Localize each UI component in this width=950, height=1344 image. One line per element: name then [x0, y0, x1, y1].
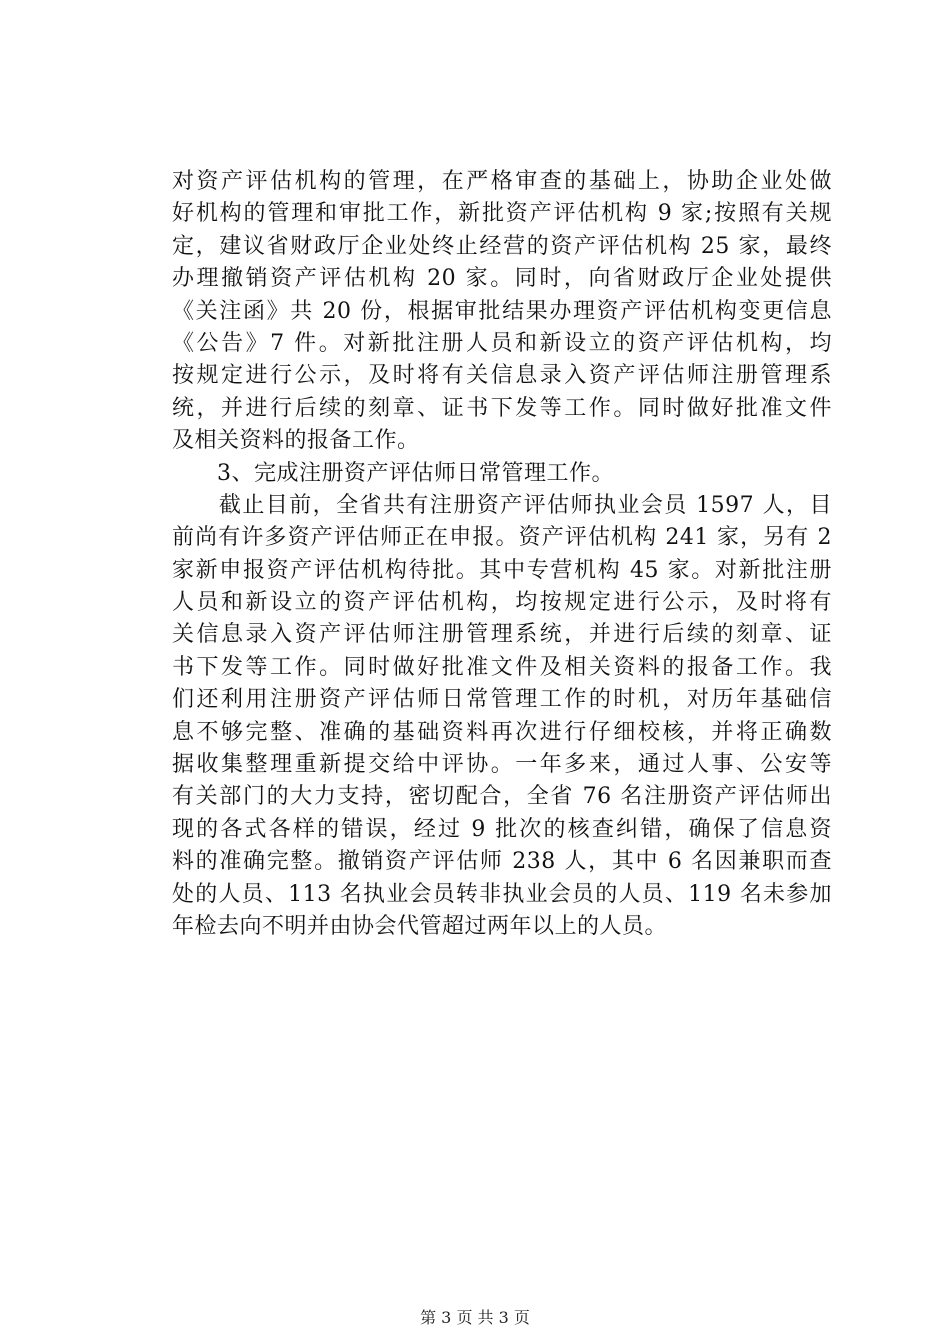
text-line: 们还利用注册资产评估师日常管理工作的时机，对历年基础信 — [172, 687, 832, 713]
paragraph-2 — [172, 490, 832, 943]
text-line: 息不够完整、准确的基础资料再次进行仔细校核，并将正确数 — [172, 719, 832, 745]
text-line: 关信息录入资产评估师注册管理系统，并进行后续的刻章、证 — [172, 622, 832, 648]
text-line: 据收集整理重新提交给中评协。一年多来，通过人事、公安等 — [172, 752, 832, 778]
text-line: 现的各式各样的错误，经过 9 批次的核查纠错，确保了信息资 — [172, 816, 832, 842]
text-line: 办理撤销资产评估机构 20 家。同时，向省财政厅企业处提供 — [172, 266, 832, 292]
text-line: 料的准确完整。撤销资产评估师 238 人，其中 6 名因兼职而查 — [172, 849, 832, 875]
text-line: 好机构的管理和审批工作，新批资产评估机构 9 家;按照有关规 — [172, 201, 832, 227]
text-line: 处的人员、113 名执业会员转非执业会员的人员、119 名未参加 — [172, 881, 832, 907]
page-footer: 第 3 页 共 3 页 — [420, 1308, 530, 1327]
text-line: 截止目前，全省共有注册资产评估师执业会员 1597 人，目 — [172, 492, 832, 518]
body-text — [172, 166, 832, 943]
text-line: 《关注函》共 20 份，根据审批结果办理资产评估机构变更信息 — [172, 298, 832, 324]
text-line: 对资产评估机构的管理，在严格审查的基础上，协助企业处做 — [172, 169, 832, 194]
section-heading — [172, 458, 832, 490]
text-line: 统，并进行后续的刻章、证书下发等工作。同时做好批准文件 — [172, 395, 832, 421]
text-line: 书下发等工作。同时做好批准文件及相关资料的报备工作。我 — [172, 654, 832, 680]
text-line: 前尚有许多资产评估师正在申报。资产评估机构 241 家，另有 2 — [172, 525, 832, 551]
text-line: 定，建议省财政厅企业处终止经营的资产评估机构 25 家，最终 — [172, 233, 832, 259]
text-line: 家新申报资产评估机构待批。其中专营机构 45 家。对新批注册 — [172, 557, 832, 583]
text-line: 年检去向不明并由协会代管超过两年以上的人员。 — [172, 913, 668, 939]
paragraph-1 — [172, 166, 832, 458]
heading-line: 3、完成注册资产评估师日常管理工作。 — [172, 460, 614, 486]
text-line: 人员和新设立的资产评估机构，均按规定进行公示，及时将有 — [172, 590, 832, 616]
text-line: 《公告》7 件。对新批注册人员和新设立的资产评估机构，均 — [172, 330, 832, 356]
text-line: 按规定进行公示，及时将有关信息录入资产评估师注册管理系 — [172, 363, 832, 389]
text-line: 及相关资料的报备工作。 — [172, 428, 420, 454]
text-line: 有关部门的大力支持，密切配合，全省 76 名注册资产评估师出 — [172, 784, 832, 810]
